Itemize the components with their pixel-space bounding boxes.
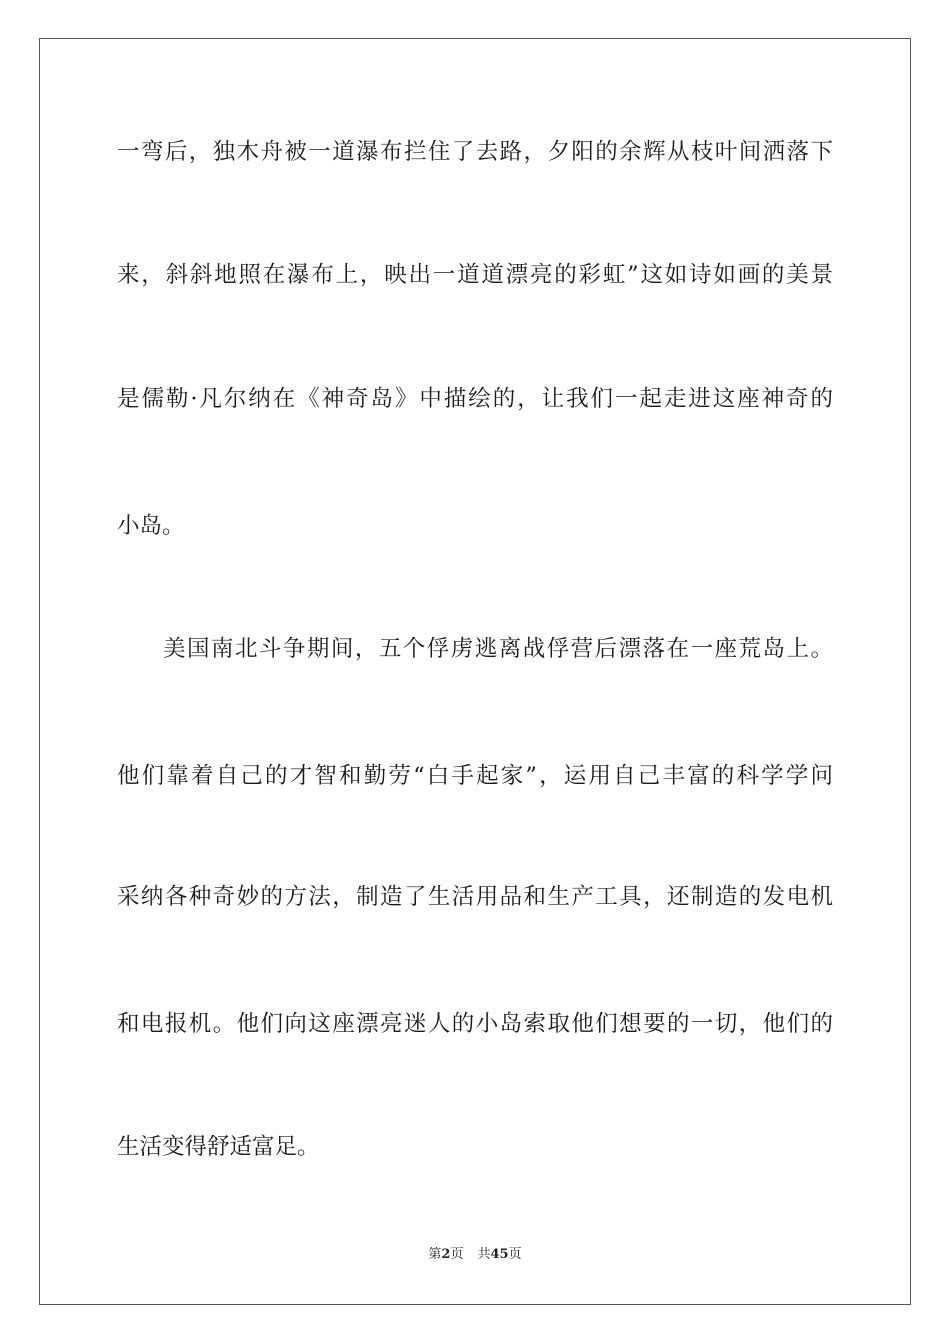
text-line: 一弯后，独木舟被一道瀑布拦住了去路，夕阳的余辉从枝叶间洒落下 bbox=[117, 139, 833, 165]
page-suffix: 页 bbox=[450, 1247, 464, 1262]
text-line: 他们靠着自己的才智和勤劳“白手起家”，运用自己丰富的科学学问 bbox=[117, 763, 833, 789]
text-line: 和电报机。他们向这座漂亮迷人的小岛索取他们想要的一切，他们的 bbox=[117, 1011, 833, 1037]
total-suffix: 页 bbox=[508, 1247, 522, 1262]
page-prefix: 第 bbox=[428, 1247, 442, 1262]
text-line: 采纳各种奇妙的方法，制造了生活用品和生产工具，还制造的发电机 bbox=[117, 884, 833, 910]
text-line: 美国南北斗争期间，五个俘虏逃离战俘营后漂落在一座荒岛上。 bbox=[163, 636, 833, 662]
text-line: 来，斜斜地照在瀑布上，映出一道道漂亮的彩虹”这如诗如画的美景 bbox=[117, 262, 833, 288]
text-line: 生活变得舒适富足。 bbox=[117, 1134, 320, 1160]
page-footer bbox=[0, 1246, 950, 1264]
page-number: 2 bbox=[441, 1247, 451, 1262]
text-line: 是儒勒·凡尔纳在《神奇岛》中描绘的，让我们一起走进这座神奇的 bbox=[117, 386, 833, 412]
total-pages: 45 bbox=[490, 1247, 509, 1262]
page-border bbox=[39, 38, 911, 1305]
text-line: 小岛。 bbox=[117, 513, 185, 539]
total-prefix: 共 bbox=[477, 1247, 491, 1262]
